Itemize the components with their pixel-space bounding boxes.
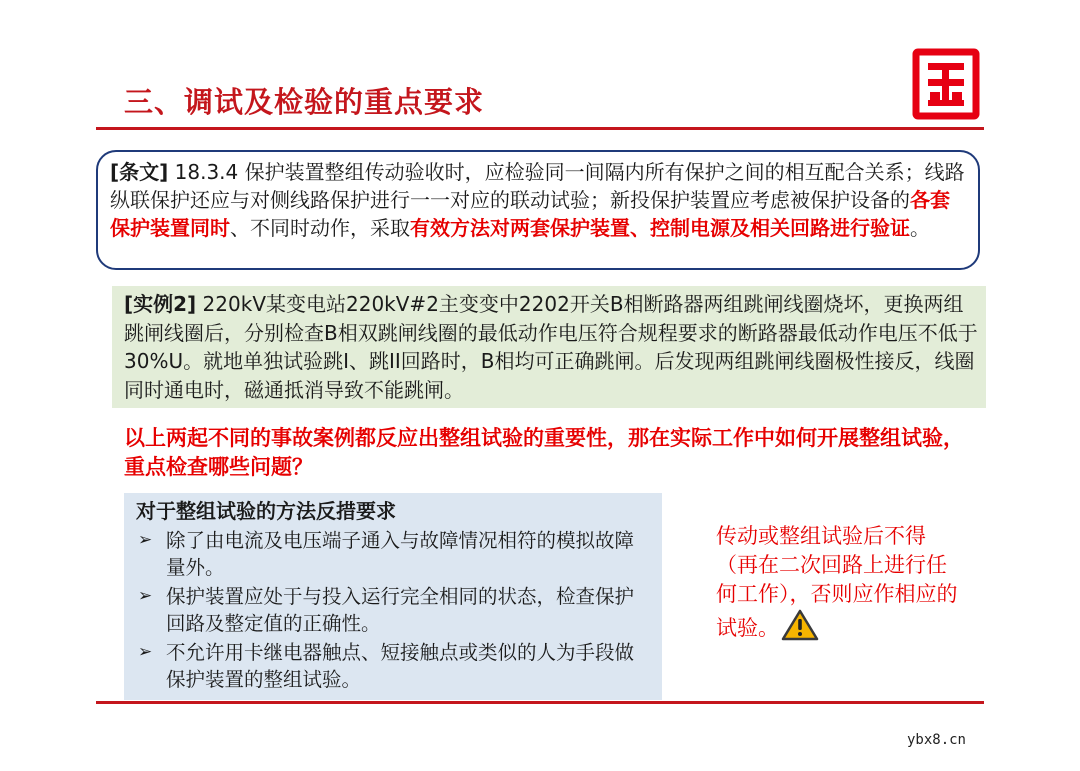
- clause-highlight: 各套保护装置同时: [110, 188, 950, 240]
- clause-text: 、不同时动作，采取: [230, 216, 410, 240]
- method-item-text: 除了由电流及电压端子通入与故障情况相符的模拟故障量外。: [166, 529, 635, 579]
- watermark: ybx8.cn: [906, 732, 966, 748]
- warning-icon: [781, 609, 819, 641]
- note: [716, 522, 966, 643]
- clause-box: [96, 150, 980, 270]
- method-item: [136, 527, 652, 581]
- case-box: [112, 286, 986, 408]
- page-title: 三、调试及检验的重点要求: [124, 85, 485, 119]
- method-item: [136, 639, 652, 693]
- case-tag: [实例2]: [124, 292, 197, 316]
- question-text: 以上两起不同的事故案例都反应出整组试验的重要性，那在实际工作中如何开展整组试验，重点检查哪些问题？: [124, 426, 964, 479]
- seal-logo-icon: [910, 48, 982, 120]
- clause-text: 。: [910, 216, 930, 240]
- method-item-text: 不允许用卡继电器触点、短接触点或类似的人为手段做保护装置的整组试验。: [166, 641, 635, 691]
- footer-divider: [96, 701, 984, 704]
- method-item: [136, 583, 652, 637]
- method-title: 对于整组试验的方法反措要求: [136, 499, 396, 523]
- clause-highlight: 有效方法对两套保护装置、控制电源及相关回路进行验证: [410, 216, 910, 240]
- clause-tag: [条文]: [110, 160, 169, 184]
- title-divider: [96, 127, 984, 130]
- clause-text: 18.3.4 保护装置整组传动验收时，应检验同一间隔内所有保护之间的相互配合关系；线路纵联保护还应与对侧线路保护进行一一对应的联动试验；新投保护装置应考虑被保护设备的: [110, 160, 965, 212]
- arrow-bullet-icon: ➢: [138, 586, 153, 606]
- arrow-bullet-icon: ➢: [138, 530, 153, 550]
- arrow-bullet-icon: ➢: [138, 642, 153, 662]
- method-item-text: 保护装置应处于与投入运行完全相同的状态，检查保护回路及整定值的正确性。: [166, 585, 635, 635]
- case-text: 220kV某变电站220kV#2主变变中2202开关B相断路器两组跳闸线圈烧坏，更换两组跳闸线圈后，分别检查B相双跳闸线圈的最低动作电压符合规程要求的断路器最低动作电压不低于30%U。就地单独试验跳I、跳II回路时，B相均可正确跳闸。后发现两组跳闸线圈极性接反，线圈同时通电时，磁通抵消导致不能跳闸。: [124, 292, 978, 402]
- note-text: 传动或整组试验后不得（再在二次回路上进行任何工作），否则应作相应的试验。: [716, 524, 958, 640]
- method-box: [124, 493, 662, 700]
